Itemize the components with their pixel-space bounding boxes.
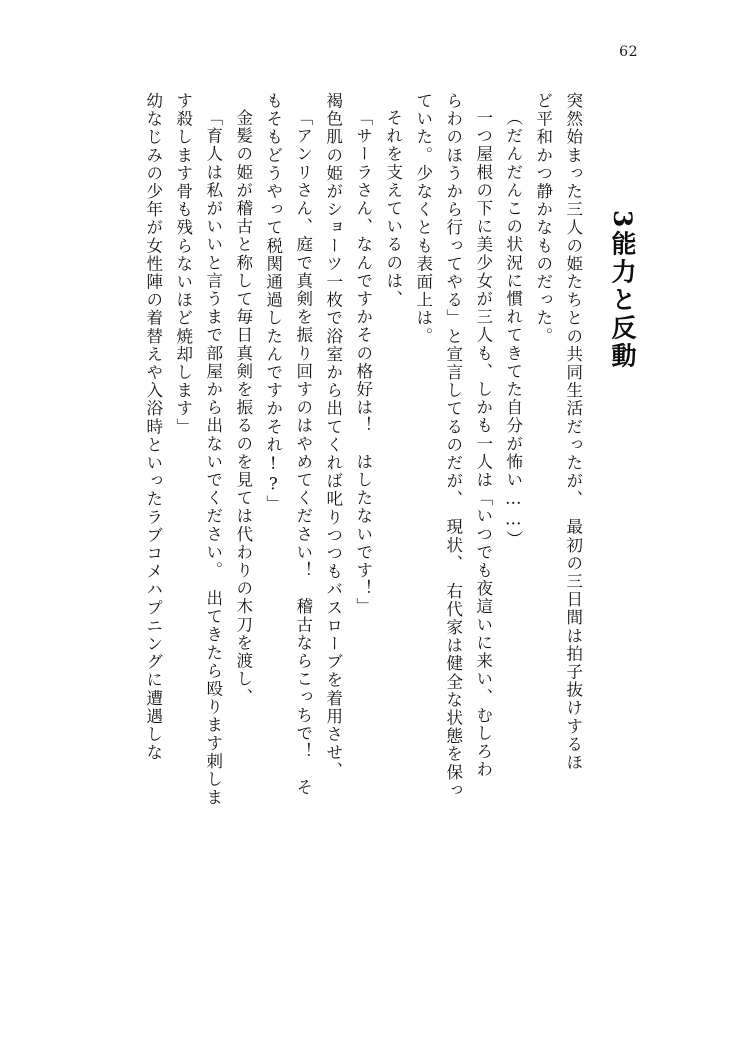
text-column: 突然始まった三人の姫たちとの共同生活だったが、 最初の三日間は拍子抜けするほ [563, 92, 583, 772]
text-column: もそもどうやって税関通過したんですかそれ!?」 [263, 92, 283, 514]
text-column: それを支えているのは、 [383, 109, 403, 309]
chapter-number: 3 [608, 210, 637, 231]
text-column: らわのほうから行ってやる」と宣言してるのだが、 現状、 右代家は健全な状態を保っ [443, 92, 463, 800]
text-column: 一つ屋根の下に美少女が三人も、しかも一人は「いつでも夜這いに来い、むしろわ [473, 109, 493, 779]
chapter-heading [607, 210, 638, 510]
chapter-title: 能力と反動 [608, 230, 637, 371]
text-column: す殺します骨も残らないほど焼却します」 [173, 92, 193, 436]
vertical-text-body [74, 92, 638, 962]
text-column: ていた。少なくとも表面上は。 [413, 92, 433, 346]
text-column: 褐色肌の姫がショーツ一枚で浴室から出てくれば叱りつつもバスローブを着用させ、 [323, 92, 343, 780]
text-column: ど平和かつ静かなものだった。 [533, 92, 553, 346]
text-column: 「アンリさん、庭で真剣を振り回すのはやめてください！ 稽古ならこっちで！ そ [293, 109, 313, 797]
text-column: 幼なじみの少年が女性陣の着替えや入浴時といったラブコメハプニングに遭遇しな [143, 92, 163, 762]
text-column: （だんだんこの状況に慣れてきてた自分が怖い……） [503, 109, 523, 549]
text-column: 金髪の姫が稽古と称して毎日真剣を振るのを見ては代わりの木刀を渡し、 [233, 109, 253, 707]
text-column: 「サーラさん、なんですかその格好は！ はしたないです！」 [353, 109, 373, 616]
text-column: 「育人は私がいいと言うまで部屋から出ないでください。 出てきたら殴ります刺しま [203, 109, 223, 807]
page-number: 62 [619, 44, 638, 60]
